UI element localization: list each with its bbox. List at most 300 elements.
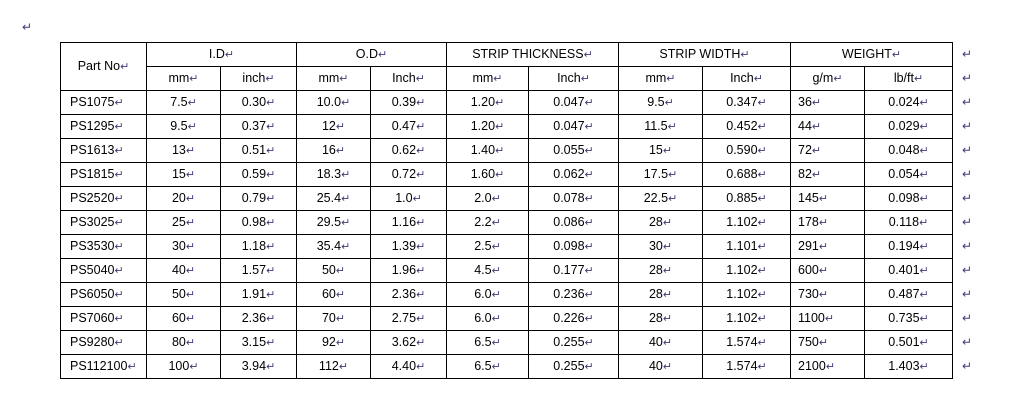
cell-text: 9.5	[647, 95, 665, 109]
cell-text: 1.18	[241, 239, 267, 253]
paragraph-mark-icon: ↵	[818, 265, 829, 277]
cell-value	[147, 187, 221, 211]
paragraph-mark-icon: ↵	[114, 265, 124, 277]
cell-value	[147, 307, 221, 331]
paragraph-mark-icon: ↵	[416, 337, 426, 349]
paragraph-mark-icon: ↵	[265, 73, 275, 85]
cell-text: 0.30	[241, 95, 267, 109]
cell-value	[221, 115, 297, 139]
cell-part-no	[61, 211, 147, 235]
cell-text: 0.029	[888, 119, 920, 133]
header-part-no: Part No↵	[61, 43, 147, 91]
cell-weight-gm	[791, 115, 865, 139]
paragraph-mark-icon: ↵	[185, 193, 196, 205]
cell-value	[529, 283, 619, 307]
paragraph-mark-icon: ↵	[962, 46, 973, 61]
paragraph-mark-icon: ↵	[668, 193, 678, 205]
cell-value	[147, 235, 221, 259]
cell-weight-gm	[791, 331, 865, 355]
cell-value	[529, 139, 619, 163]
cell-text: 36	[798, 95, 812, 109]
cell-text: 0.086	[553, 215, 585, 229]
cell-text: 20	[171, 191, 186, 205]
cell-value	[447, 163, 529, 187]
cell-text: 2.5	[474, 239, 492, 253]
cell-text: 0.47	[391, 119, 417, 133]
paragraph-mark-icon: ↵	[416, 97, 426, 109]
table-row	[61, 355, 953, 379]
cell-text: 178	[798, 215, 819, 229]
paragraph-mark-icon: ↵	[818, 241, 829, 253]
cell-text: 1.20	[470, 95, 496, 109]
table-row	[61, 235, 953, 259]
cell-text: 750	[798, 335, 819, 349]
cell-value	[221, 187, 297, 211]
cell-text: 1.20	[470, 119, 496, 133]
cell-text: 0.72	[391, 167, 417, 181]
paragraph-mark-icon: ↵	[919, 145, 929, 157]
cell-text: 0.37	[241, 119, 267, 133]
paragraph-mark-icon: ↵	[664, 97, 674, 109]
cell-text: 2100	[798, 359, 826, 373]
paragraph-mark-icon: ↵	[757, 265, 767, 277]
cell-text: 0.236	[553, 287, 585, 301]
cell-part-no	[61, 355, 147, 379]
cell-text: 0.255	[553, 359, 585, 373]
cell-text: 3.62	[391, 335, 417, 349]
paragraph-mark-icon: ↵	[266, 169, 276, 181]
unit-od-inch: Inch↵	[371, 67, 447, 91]
paragraph-mark-icon: ↵	[114, 145, 124, 157]
cell-value	[619, 355, 703, 379]
paragraph-mark-icon: ↵	[584, 121, 594, 133]
paragraph-mark-icon: ↵	[825, 361, 836, 373]
paragraph-mark-icon: ↵	[341, 217, 351, 229]
cell-text: 6.5	[474, 335, 492, 349]
cell-value	[529, 355, 619, 379]
cell-text: 4.40	[391, 359, 417, 373]
cell-value	[703, 211, 791, 235]
cell-value	[865, 187, 953, 211]
table-group-header-row	[61, 43, 953, 67]
paragraph-mark-icon: ↵	[662, 313, 673, 325]
cell-value	[865, 355, 953, 379]
table-row	[61, 211, 953, 235]
cell-value	[619, 259, 703, 283]
cell-text: 0.401	[888, 263, 920, 277]
cell-weight-gm	[791, 235, 865, 259]
cell-weight-gm	[791, 259, 865, 283]
cell-text: 2.36	[391, 287, 417, 301]
cell-text: 0.735	[888, 311, 920, 325]
paragraph-mark-icon: ↵	[584, 289, 594, 301]
cell-value	[371, 139, 447, 163]
paragraph-mark-icon: ↵	[919, 337, 929, 349]
paragraph-mark-icon: ↵	[266, 241, 276, 253]
cell-text: 7.5	[170, 95, 188, 109]
cell-value	[703, 187, 791, 211]
paragraph-mark-icon: ↵	[757, 361, 767, 373]
cell-text: 29.5	[316, 215, 342, 229]
cell-value	[371, 283, 447, 307]
cell-text: 3.15	[241, 335, 267, 349]
paragraph-mark-icon: ↵	[962, 70, 973, 85]
cell-value	[529, 235, 619, 259]
cell-text: 22.5	[643, 191, 669, 205]
cell-text: 1100	[798, 311, 825, 325]
paragraph-mark-icon: ↵	[416, 361, 426, 373]
cell-text: 60	[321, 287, 336, 301]
cell-text: 0.024	[888, 95, 920, 109]
cell-part-no	[61, 91, 147, 115]
paragraph-mark-icon: ↵	[187, 97, 197, 109]
paragraph-mark-icon: ↵	[495, 121, 505, 133]
paragraph-mark-icon: ↵	[913, 73, 924, 85]
paragraph-mark-icon: ↵	[584, 217, 594, 229]
cell-value	[865, 115, 953, 139]
paragraph-mark-icon: ↵	[378, 49, 388, 61]
cell-value	[447, 307, 529, 331]
cell-text: 0.054	[888, 167, 920, 181]
cell-part-no	[61, 283, 147, 307]
cell-weight-gm	[791, 283, 865, 307]
cell-value	[703, 259, 791, 283]
paragraph-mark-icon: ↵	[666, 73, 676, 85]
cell-weight-gm	[791, 139, 865, 163]
paragraph-mark-icon: ↵	[185, 337, 196, 349]
table-row	[61, 163, 953, 187]
cell-value	[529, 187, 619, 211]
cell-text: 600	[798, 263, 819, 277]
cell-text: 2.2	[474, 215, 492, 229]
cell-value	[371, 115, 447, 139]
cell-text: 0.062	[553, 167, 585, 181]
cell-weight-gm	[791, 91, 865, 115]
cell-text: 1.403	[888, 359, 920, 373]
paragraph-mark-icon: ↵	[335, 313, 346, 325]
paragraph-mark-icon: ↵	[114, 169, 124, 181]
cell-text: 50	[171, 287, 186, 301]
cell-text: PS1613	[70, 143, 115, 157]
cell-text: 40	[648, 335, 663, 349]
cell-text: 30	[648, 239, 663, 253]
cell-text: 1.57	[241, 263, 267, 277]
unit-width-inch: Inch↵	[703, 67, 791, 91]
cell-text: PS9280	[70, 335, 115, 349]
paragraph-mark-icon: ↵	[185, 241, 196, 253]
paragraph-mark-icon: ↵	[266, 361, 276, 373]
cell-text: 28	[648, 311, 663, 325]
cell-text: 1.16	[391, 215, 417, 229]
cell-value	[447, 235, 529, 259]
table-row	[61, 283, 953, 307]
cell-value	[447, 91, 529, 115]
paragraph-mark-icon: ↵	[662, 145, 673, 157]
cell-value	[529, 259, 619, 283]
paragraph-mark-icon: ↵	[584, 145, 594, 157]
cell-text: 16	[321, 143, 336, 157]
paragraph-mark-icon: ↵	[416, 313, 426, 325]
paragraph-mark-icon: ↵	[662, 265, 673, 277]
cell-value	[447, 283, 529, 307]
cell-value	[703, 139, 791, 163]
paragraph-mark-icon: ↵	[22, 20, 33, 34]
cell-text: 0.098	[553, 239, 585, 253]
cell-value	[371, 307, 447, 331]
paragraph-mark-icon: ↵	[415, 73, 425, 85]
paragraph-mark-icon: ↵	[185, 265, 196, 277]
cell-value	[619, 139, 703, 163]
paragraph-mark-icon: ↵	[495, 97, 505, 109]
paragraph-mark-icon: ↵	[114, 313, 124, 325]
header-strip-width: STRIP WIDTH↵	[619, 43, 791, 67]
paragraph-mark-icon: ↵	[662, 241, 673, 253]
cell-value	[529, 307, 619, 331]
paragraph-mark-icon: ↵	[341, 169, 351, 181]
paragraph-mark-icon: ↵	[919, 193, 929, 205]
paragraph-mark-icon: ↵	[962, 310, 973, 325]
paragraph-mark-icon: ↵	[757, 289, 767, 301]
paragraph-mark-icon: ↵	[824, 313, 835, 325]
cell-value	[297, 235, 371, 259]
cell-text: 6.0	[474, 311, 492, 325]
paragraph-mark-icon: ↵	[757, 97, 767, 109]
cell-value	[619, 115, 703, 139]
cell-text: PS7060	[70, 311, 115, 325]
cell-text: PS3025	[70, 215, 115, 229]
cell-text: 3.94	[241, 359, 267, 373]
cell-text: 0.055	[553, 143, 585, 157]
cell-text: PS3530	[70, 239, 115, 253]
paragraph-mark-icon: ↵	[335, 121, 346, 133]
cell-value	[297, 355, 371, 379]
paragraph-mark-icon: ↵	[266, 145, 276, 157]
cell-value	[703, 235, 791, 259]
cell-text: 4.5	[474, 263, 492, 277]
cell-value	[371, 91, 447, 115]
paragraph-mark-icon: ↵	[491, 217, 501, 229]
cell-value	[297, 259, 371, 283]
cell-text: PS1295	[70, 119, 115, 133]
unit-thickness-inch: Inch↵	[529, 67, 619, 91]
cell-text: 0.39	[391, 95, 417, 109]
paragraph-mark-icon: ↵	[584, 265, 594, 277]
cell-value	[297, 283, 371, 307]
paragraph-mark-icon: ↵	[114, 193, 124, 205]
cell-weight-gm	[791, 307, 865, 331]
paragraph-mark-icon: ↵	[753, 73, 763, 85]
cell-value	[865, 163, 953, 187]
table-unit-header-row	[61, 67, 953, 91]
cell-value	[221, 211, 297, 235]
cell-text: 0.177	[553, 263, 585, 277]
cell-value	[865, 331, 953, 355]
paragraph-mark-icon: ↵	[580, 73, 590, 85]
cell-value	[529, 163, 619, 187]
cell-value	[865, 259, 953, 283]
cell-value	[147, 331, 221, 355]
cell-value	[221, 355, 297, 379]
cell-text: 28	[648, 215, 663, 229]
cell-text: 60	[171, 311, 186, 325]
cell-part-no	[61, 115, 147, 139]
cell-value	[447, 211, 529, 235]
paragraph-mark-icon: ↵	[757, 313, 767, 325]
cell-part-no	[61, 235, 147, 259]
paragraph-mark-icon: ↵	[495, 169, 505, 181]
cell-text: 0.047	[553, 119, 585, 133]
cell-value	[221, 91, 297, 115]
paragraph-mark-icon: ↵	[335, 145, 346, 157]
cell-text: 0.59	[241, 167, 267, 181]
unit-width-mm: mm↵	[619, 67, 703, 91]
cell-text: 0.590	[726, 143, 758, 157]
paragraph-mark-icon: ↵	[919, 313, 929, 325]
cell-text: 100	[168, 359, 190, 373]
paragraph-mark-icon: ↵	[185, 145, 196, 157]
cell-value	[221, 307, 297, 331]
paragraph-mark-icon: ↵	[919, 265, 929, 277]
paragraph-mark-icon: ↵	[962, 166, 973, 181]
paragraph-mark-icon: ↵	[224, 49, 235, 61]
paragraph-mark-icon: ↵	[185, 313, 196, 325]
paragraph-mark-icon: ↵	[491, 265, 501, 277]
cell-text: 17.5	[643, 167, 669, 181]
cell-text: 1.40	[470, 143, 496, 157]
paragraph-mark-icon: ↵	[811, 97, 822, 109]
paragraph-mark-icon: ↵	[740, 49, 750, 61]
cell-value	[529, 211, 619, 235]
paragraph-mark-icon: ↵	[662, 361, 673, 373]
cell-value	[703, 307, 791, 331]
paragraph-mark-icon: ↵	[335, 337, 346, 349]
paragraph-mark-icon: ↵	[266, 289, 276, 301]
cell-value	[371, 187, 447, 211]
paragraph-mark-icon: ↵	[491, 289, 501, 301]
paragraph-mark-icon: ↵	[584, 193, 594, 205]
cell-value	[703, 283, 791, 307]
header-strip-thickness: STRIP THICKNESS↵	[447, 43, 619, 67]
paragraph-mark-icon: ↵	[491, 337, 501, 349]
cell-text: 112	[318, 359, 339, 373]
cell-text: 9.5	[170, 119, 188, 133]
cell-value	[619, 163, 703, 187]
table-row	[61, 307, 953, 331]
cell-value	[297, 211, 371, 235]
cell-value	[619, 91, 703, 115]
cell-text: 18.3	[316, 167, 342, 181]
paragraph-mark-icon: ↵	[662, 217, 673, 229]
cell-text: 291	[798, 239, 819, 253]
cell-text: 12	[321, 119, 336, 133]
cell-part-no	[61, 331, 147, 355]
cell-value	[619, 331, 703, 355]
cell-text: 28	[648, 263, 663, 277]
cell-value	[371, 211, 447, 235]
paragraph-mark-icon: ↵	[341, 97, 351, 109]
cell-part-no	[61, 187, 147, 211]
cell-value	[297, 91, 371, 115]
cell-text: 0.487	[888, 287, 920, 301]
paragraph-mark-icon: ↵	[584, 337, 594, 349]
cell-value	[703, 115, 791, 139]
cell-value	[447, 139, 529, 163]
paragraph-mark-icon: ↵	[341, 193, 351, 205]
cell-text: 1.574	[726, 335, 758, 349]
cell-text: 35.4	[316, 239, 342, 253]
paragraph-mark-icon: ↵	[757, 217, 767, 229]
cell-value	[297, 187, 371, 211]
table-row	[61, 91, 953, 115]
cell-value	[371, 163, 447, 187]
cell-text: PS1815	[70, 167, 115, 181]
cell-text: 40	[171, 263, 186, 277]
unit-od-mm: mm↵	[297, 67, 371, 91]
cell-text: 13	[171, 143, 186, 157]
paragraph-mark-icon: ↵	[662, 289, 673, 301]
cell-value	[371, 331, 447, 355]
cell-value	[221, 283, 297, 307]
cell-value	[865, 283, 953, 307]
paragraph-mark-icon: ↵	[412, 193, 422, 205]
cell-text: 1.102	[726, 311, 758, 325]
cell-text: 0.255	[553, 335, 585, 349]
cell-text: 50	[321, 263, 336, 277]
cell-value	[297, 139, 371, 163]
cell-text: 0.118	[888, 215, 920, 229]
cell-text: 72	[798, 143, 812, 157]
cell-text: 70	[321, 311, 336, 325]
paragraph-mark-icon: ↵	[114, 289, 124, 301]
paragraph-mark-icon: ↵	[491, 193, 501, 205]
paragraph-mark-icon: ↵	[335, 265, 346, 277]
cell-text: 15	[171, 167, 186, 181]
cell-text: 0.51	[241, 143, 267, 157]
paragraph-mark-icon: ↵	[962, 334, 973, 349]
cell-value	[147, 139, 221, 163]
paragraph-mark-icon: ↵	[491, 313, 501, 325]
cell-value	[221, 139, 297, 163]
cell-value	[703, 331, 791, 355]
cell-value	[221, 235, 297, 259]
paragraph-mark-icon: ↵	[583, 49, 593, 61]
cell-text: 1.0	[395, 191, 413, 205]
cell-text: 11.5	[644, 119, 668, 133]
cell-text: 1.574	[726, 359, 758, 373]
paragraph-mark-icon: ↵	[818, 217, 829, 229]
paragraph-mark-icon: ↵	[584, 97, 594, 109]
header-id: I.D↵	[147, 43, 297, 67]
cell-text: PS1075	[70, 95, 115, 109]
unit-weight-lbft: lb/ft↵	[865, 67, 953, 91]
paragraph-mark-icon: ↵	[266, 121, 276, 133]
cell-text: 44	[798, 119, 812, 133]
unit-id-inch: inch↵	[221, 67, 297, 91]
cell-value	[147, 163, 221, 187]
paragraph-mark-icon: ↵	[114, 217, 124, 229]
paragraph-mark-icon: ↵	[919, 289, 929, 301]
cell-value	[147, 283, 221, 307]
table-row	[61, 187, 953, 211]
table-row	[61, 259, 953, 283]
cell-text: 0.885	[726, 191, 758, 205]
paragraph-mark-icon: ↵	[962, 142, 973, 157]
cell-value	[703, 163, 791, 187]
paragraph-mark-icon: ↵	[266, 217, 276, 229]
paragraph-mark-icon: ↵	[266, 193, 276, 205]
paragraph-mark-icon: ↵	[127, 361, 137, 373]
paragraph-mark-icon: ↵	[811, 121, 822, 133]
